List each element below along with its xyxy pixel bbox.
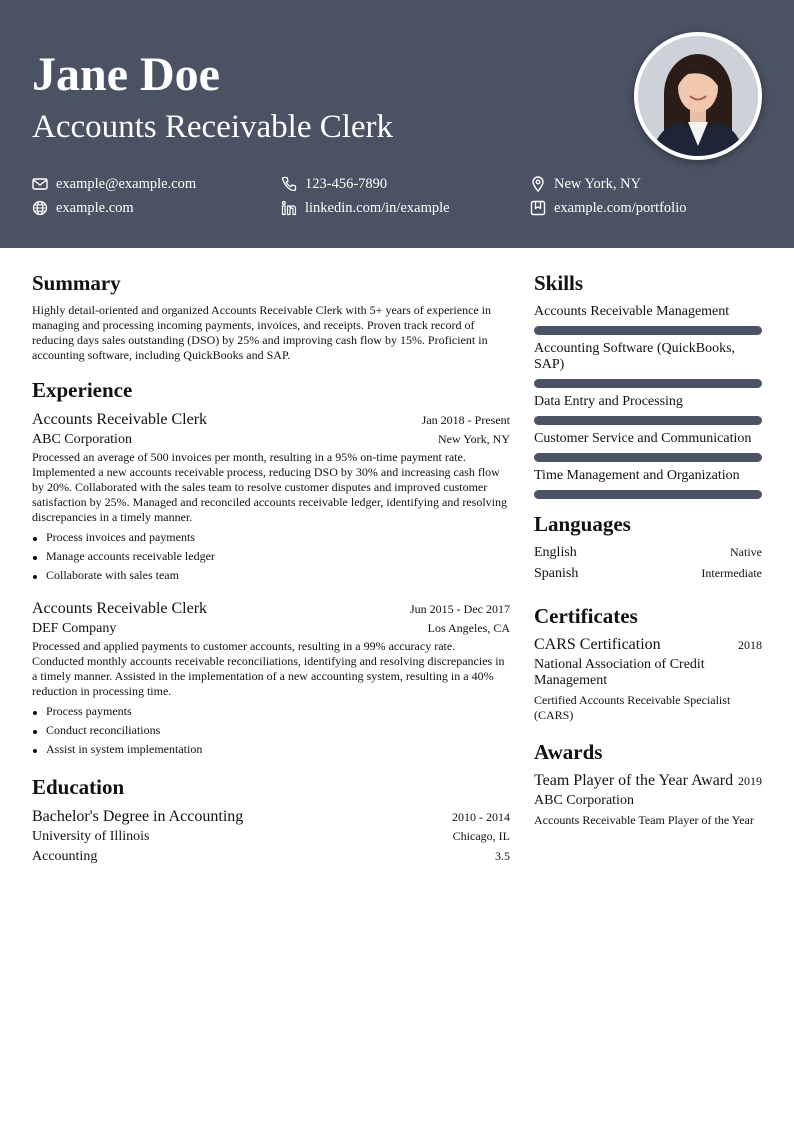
job-bullets	[32, 702, 510, 759]
skill-name: Accounts Receivable Management	[534, 304, 730, 319]
certificates-heading: Certificates	[534, 604, 638, 628]
skill-bar	[534, 490, 762, 499]
summary-heading: Summary	[32, 271, 121, 295]
job-company: ABC Corporation	[32, 432, 132, 447]
certificate-issuer: National Association of Credit Management	[534, 657, 705, 688]
location-text: New York, NY	[554, 175, 642, 192]
language-row	[534, 542, 762, 563]
languages-heading: Languages	[534, 512, 631, 536]
contact-portfolio[interactable]	[530, 197, 686, 219]
award-title: Team Player of the Year Award	[534, 772, 734, 789]
skill-bar	[534, 326, 762, 335]
award-description: Accounts Receivable Team Player of the Year	[534, 813, 754, 827]
experience-heading: Experience	[32, 378, 133, 402]
skill-name: Customer Service and Communication	[534, 431, 752, 446]
education-dates: 2010 - 2014	[452, 810, 510, 824]
contact-linkedin[interactable]	[281, 197, 450, 219]
field-of-study: Accounting	[32, 849, 98, 864]
summary-text: Highly detail-oriented and organized Accounts Receivable Clerk with 5+ years of experience in managing and processing incoming payments, invoices, and receipts. Proven track record of reducing days sales outstanding (DSO) by 25% and improving cash flow by 15%. Proficient in accounting software, including QuickBooks and SAP.	[32, 303, 492, 362]
education-heading: Education	[32, 775, 125, 799]
awards-section	[534, 739, 762, 828]
job-title: Accounts Receivable Clerk	[32, 600, 208, 617]
candidate-name: Jane Doe	[32, 48, 220, 101]
skill-bar	[534, 379, 762, 388]
email-text: example@example.com	[56, 175, 197, 192]
language-level: Intermediate	[701, 566, 762, 580]
skill-name: Data Entry and Processing	[534, 394, 683, 409]
awards-heading: Awards	[534, 740, 603, 764]
contact-email[interactable]	[32, 173, 196, 195]
experience-section	[32, 377, 510, 759]
list-item: Process payments	[32, 702, 510, 721]
job-dates: Jan 2018 - Present	[421, 413, 510, 427]
skill-bar	[534, 453, 762, 462]
linkedin-text: linkedin.com/in/example	[305, 199, 450, 216]
job-entry	[32, 409, 510, 585]
mail-icon	[32, 176, 48, 192]
job-dates: Jun 2015 - Dec 2017	[410, 602, 510, 616]
skill-name: Time Management and Organization	[534, 468, 740, 483]
skills-section	[534, 270, 762, 499]
globe-icon	[32, 200, 48, 216]
summary-section	[32, 270, 510, 363]
portfolio-text: example.com/portfolio	[554, 199, 687, 216]
website-text: example.com	[56, 199, 134, 216]
certificate-title: CARS Certification	[534, 636, 661, 653]
list-item: Process invoices and payments	[32, 528, 510, 547]
job-entry	[32, 598, 510, 759]
certificate-description: Certified Accounts Receivable Specialist (CARS)	[534, 693, 731, 722]
language-row	[534, 563, 762, 584]
bookmark-icon	[530, 200, 546, 216]
contact-website[interactable]	[32, 197, 134, 219]
job-location: Los Angeles, CA	[427, 621, 510, 635]
job-description: Processed and applied payments to customer accounts, resulting in a 99% accuracy rate. Conducted monthly accounts receivable reconciliations, identifying and resolving discrepancies in a timely manner. Assisted in the implementation of a new accounting system, resulting in a 40% reduction in processing time.	[32, 639, 505, 698]
candidate-role: Accounts Receivable Clerk	[32, 109, 394, 145]
linkedin-icon	[281, 200, 297, 216]
language-name: English	[534, 545, 577, 560]
job-bullets	[32, 528, 510, 585]
phone-text: 123-456-7890	[305, 175, 388, 192]
phone-icon	[281, 176, 297, 192]
certificates-section	[534, 603, 762, 723]
gpa: 3.5	[495, 849, 510, 863]
school-name: University of Illinois	[32, 829, 150, 844]
list-item: Assist in system implementation	[32, 740, 510, 759]
degree-title: Bachelor's Degree in Accounting	[32, 808, 244, 825]
contact-location	[530, 173, 641, 195]
side-column	[534, 270, 762, 828]
award-organization: ABC Corporation	[534, 793, 634, 808]
skills-heading: Skills	[534, 271, 584, 295]
contact-phone[interactable]	[281, 173, 387, 195]
main-column	[32, 270, 510, 867]
list-item: Conduct reconciliations	[32, 721, 510, 740]
list-item: Collaborate with sales team	[32, 566, 510, 585]
list-item: Manage accounts receivable ledger	[32, 547, 510, 566]
location-pin-icon	[530, 176, 546, 192]
profile-photo	[634, 32, 762, 160]
job-location: New York, NY	[437, 432, 510, 446]
school-location: Chicago, IL	[452, 829, 510, 843]
header	[0, 0, 794, 248]
certificate-year: 2018	[738, 638, 762, 652]
language-level: Native	[730, 545, 762, 559]
education-section	[32, 774, 510, 867]
languages-section	[534, 511, 762, 584]
job-company: DEF Company	[32, 621, 117, 636]
award-year: 2019	[738, 774, 762, 788]
job-description: Processed an average of 500 invoices per month, resulting in a 95% on-time payment rate. Implemented a new accounts receivable process, reducing DSO by 30% and increasing cash flow by 20%. Collaborated with the sales team to resolve customer disputes and improved customer satisfaction by 25%. Managed and reconciled accounts receivable ledger, identifying and resolving discrepancies in a timely manner.	[32, 450, 508, 524]
skill-name: Accounting Software (QuickBooks, SAP)	[534, 341, 736, 372]
job-title: Accounts Receivable Clerk	[32, 411, 208, 428]
language-name: Spanish	[534, 566, 579, 581]
skill-bar	[534, 416, 762, 425]
